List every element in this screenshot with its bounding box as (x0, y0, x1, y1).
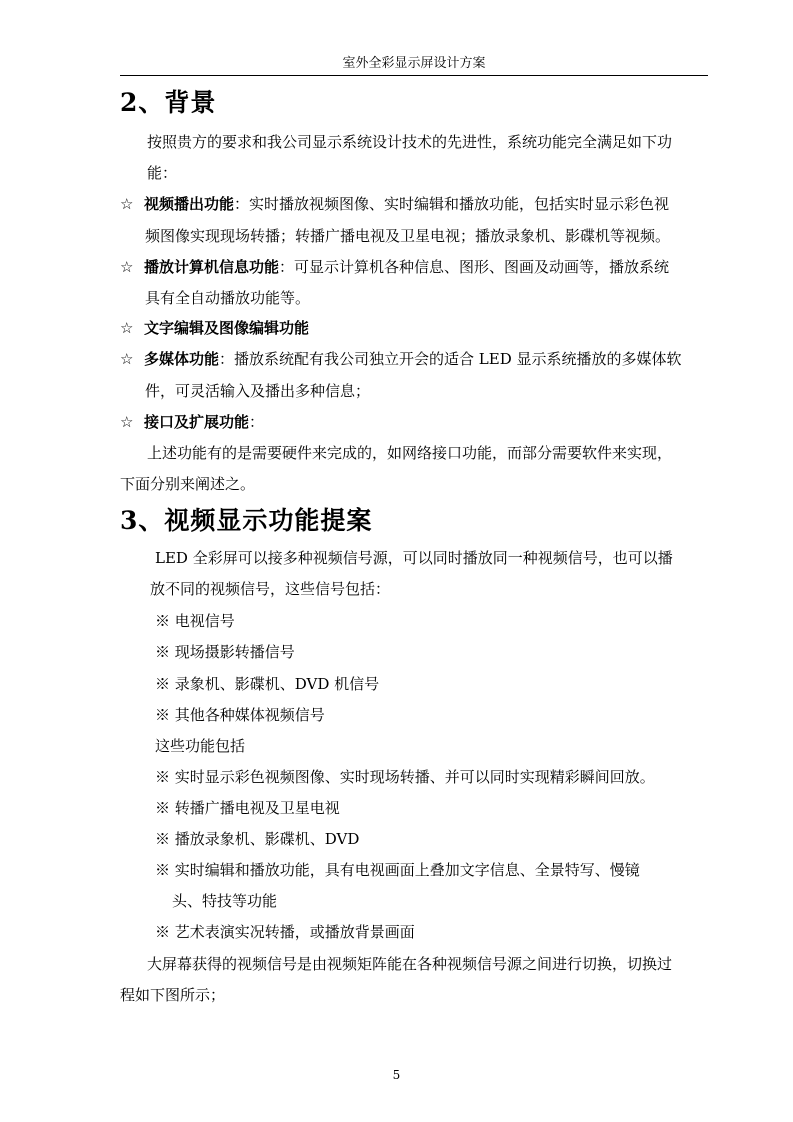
function-list-item: ※ 实时编辑和播放功能，具有电视画面上叠加文字信息、全景特写、慢镜 (155, 861, 640, 879)
feature-item (120, 349, 682, 369)
feature-text-continued: 件，可灵活输入及播出多种信息； (145, 382, 371, 400)
section-2-heading: 2、背景 (120, 88, 217, 117)
star-icon: ☆ (120, 350, 134, 368)
section-3-intro-line-1: LED 全彩屏可以接多种视频信号源，可以同时播放同一种视频信号，也可以播 (155, 549, 673, 567)
section-3-outro-line-2: 程如下图所示； (120, 986, 226, 1004)
star-icon: ☆ (120, 413, 134, 431)
section-2-intro-line-2: 能： (147, 164, 178, 182)
feature-item (120, 194, 669, 214)
feature-text: ： (249, 413, 265, 431)
section-3-heading: 3、视频显示功能提案 (120, 506, 373, 535)
function-list-item: ※ 艺术表演实况转播，或播放背景画面 (155, 923, 415, 941)
running-header: 室外全彩显示屏设计方案 (342, 56, 486, 71)
header-divider (120, 75, 708, 76)
section-2-intro-line-1: 按照贵方的要求和我公司显示系统设计技术的先进性，系统功能完全满足如下功 (147, 133, 673, 151)
signal-list-item: ※ 录象机、影碟机、DVD 机信号 (155, 675, 380, 693)
feature-text: ：可显示计算机各种信息、图形、图画及动画等，播放系统 (279, 258, 670, 276)
feature-item (120, 412, 264, 432)
functions-label: 这些功能包括 (155, 737, 246, 755)
function-list-item: ※ 转播广播电视及卫星电视 (155, 799, 340, 817)
feature-title: 接口及扩展功能 (144, 413, 250, 431)
section-3-intro-line-2: 放不同的视频信号，这些信号包括： (150, 580, 391, 598)
section-2-outro-line-2: 下面分别来阐述之。 (120, 475, 256, 493)
feature-title: 文字编辑及图像编辑功能 (144, 319, 310, 337)
feature-title: 播放计算机信息功能 (144, 258, 280, 276)
feature-item (120, 318, 309, 338)
feature-text-continued: 频图像实现现场转播；转播广播电视及卫星电视；播放录象机、影碟机等视频。 (145, 227, 671, 245)
feature-text: ：播放系统配有我公司独立开会的适合 LED 显示系统播放的多媒体软 (219, 350, 682, 368)
page-number: 5 (392, 1068, 401, 1082)
signal-list-item: ※ 其他各种媒体视频信号 (155, 706, 325, 724)
star-icon: ☆ (120, 195, 134, 213)
feature-title: 视频播出功能 (144, 195, 235, 213)
star-icon: ☆ (120, 258, 134, 276)
star-icon: ☆ (120, 319, 134, 337)
signal-list-item: ※ 电视信号 (155, 612, 235, 630)
signal-list-item: ※ 现场摄影转播信号 (155, 643, 295, 661)
feature-text: ：实时播放视频图像、实时编辑和播放功能，包括实时显示彩色视 (234, 195, 670, 213)
function-list-item: ※ 实时显示彩色视频图像、实时现场转播、并可以同时实现精彩瞬间回放。 (155, 768, 655, 786)
function-list-item-continued: 头、特技等功能 (172, 892, 278, 910)
function-list-item: ※ 播放录象机、影碟机、DVD (155, 830, 360, 848)
feature-item (120, 257, 669, 277)
feature-title: 多媒体功能 (144, 350, 220, 368)
section-3-outro-line-1: 大屏幕获得的视频信号是由视频矩阵能在各种视频信号源之间进行切换，切换过 (147, 955, 673, 973)
feature-text-continued: 具有全自动播放功能等。 (145, 289, 311, 307)
section-2-outro-line-1: 上述功能有的是需要硬件来完成的，如网络接口功能，而部分需要软件来实现， (147, 444, 673, 462)
